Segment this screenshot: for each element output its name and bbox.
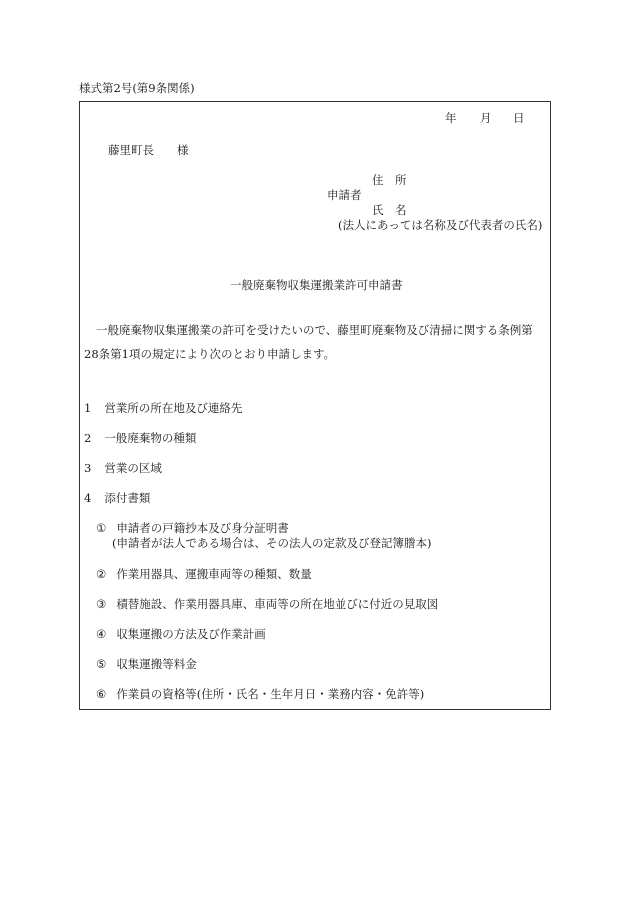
body-line-1: 一般廃棄物収集運搬業の許可を受けたいので、藤里町廃棄物及び清掃に関する条例第 [96,323,533,337]
body-line-2: 28条第1項の規定により次のとおり申請します。 [84,347,336,361]
attachment-5 [96,657,197,671]
applicant-label: 申請者 [327,188,362,202]
section-number: 1 [84,401,92,415]
addressee: 藤里町長 様 [108,143,189,157]
section-4 [84,491,150,505]
attachment-mark: ③ [96,597,107,611]
attachment-label: 収集運搬等料金 [116,657,197,671]
attachment-label: 作業用器具、運搬車両等の種類、数量 [116,567,312,581]
section-number: 2 [84,431,92,445]
attachment-1-note: (申請者が法人である場合は、その法人の定款及び登記簿謄本) [112,536,432,550]
attachment-3 [96,597,438,611]
name-note: (法人にあっては名称及び代表者の氏名) [338,218,543,232]
date-month: 月 [480,111,492,125]
section-label: 一般廃棄物の種類 [104,431,197,445]
attachment-4 [96,627,266,641]
attachment-2 [96,567,312,581]
document-title: 一般廃棄物収集運搬業許可申請書 [230,278,403,292]
attachment-1 [96,521,289,535]
date-year: 年 [445,111,457,125]
attachment-6 [96,687,424,701]
attachment-mark: ④ [96,627,107,641]
section-label: 営業所の所在地及び連絡先 [104,401,243,415]
attachment-label: 収集運搬の方法及び作業計画 [116,627,266,641]
section-1 [84,401,242,415]
section-3 [84,461,162,475]
section-label: 添付書類 [104,491,151,505]
address-label: 住 所 [372,173,407,187]
form-number: 様式第2号(第9条関係) [79,81,195,95]
date-day: 日 [513,111,525,125]
attachment-mark: ⑥ [96,687,107,701]
attachment-mark: ① [96,521,107,535]
attachment-mark: ② [96,567,107,581]
attachment-mark: ⑤ [96,657,107,671]
section-number: 4 [84,491,92,505]
section-label: 営業の区域 [104,461,162,475]
attachment-label: 作業員の資格等(住所・氏名・生年月日・業務内容・免許等) [116,687,425,701]
section-2 [84,431,196,445]
attachment-label: 申請者の戸籍抄本及び身分証明書 [116,521,289,535]
name-label: 氏 名 [372,203,407,217]
section-number: 3 [84,461,92,475]
attachment-label: 積替施設、作業用器具庫、車両等の所在地並びに付近の見取図 [116,597,439,611]
